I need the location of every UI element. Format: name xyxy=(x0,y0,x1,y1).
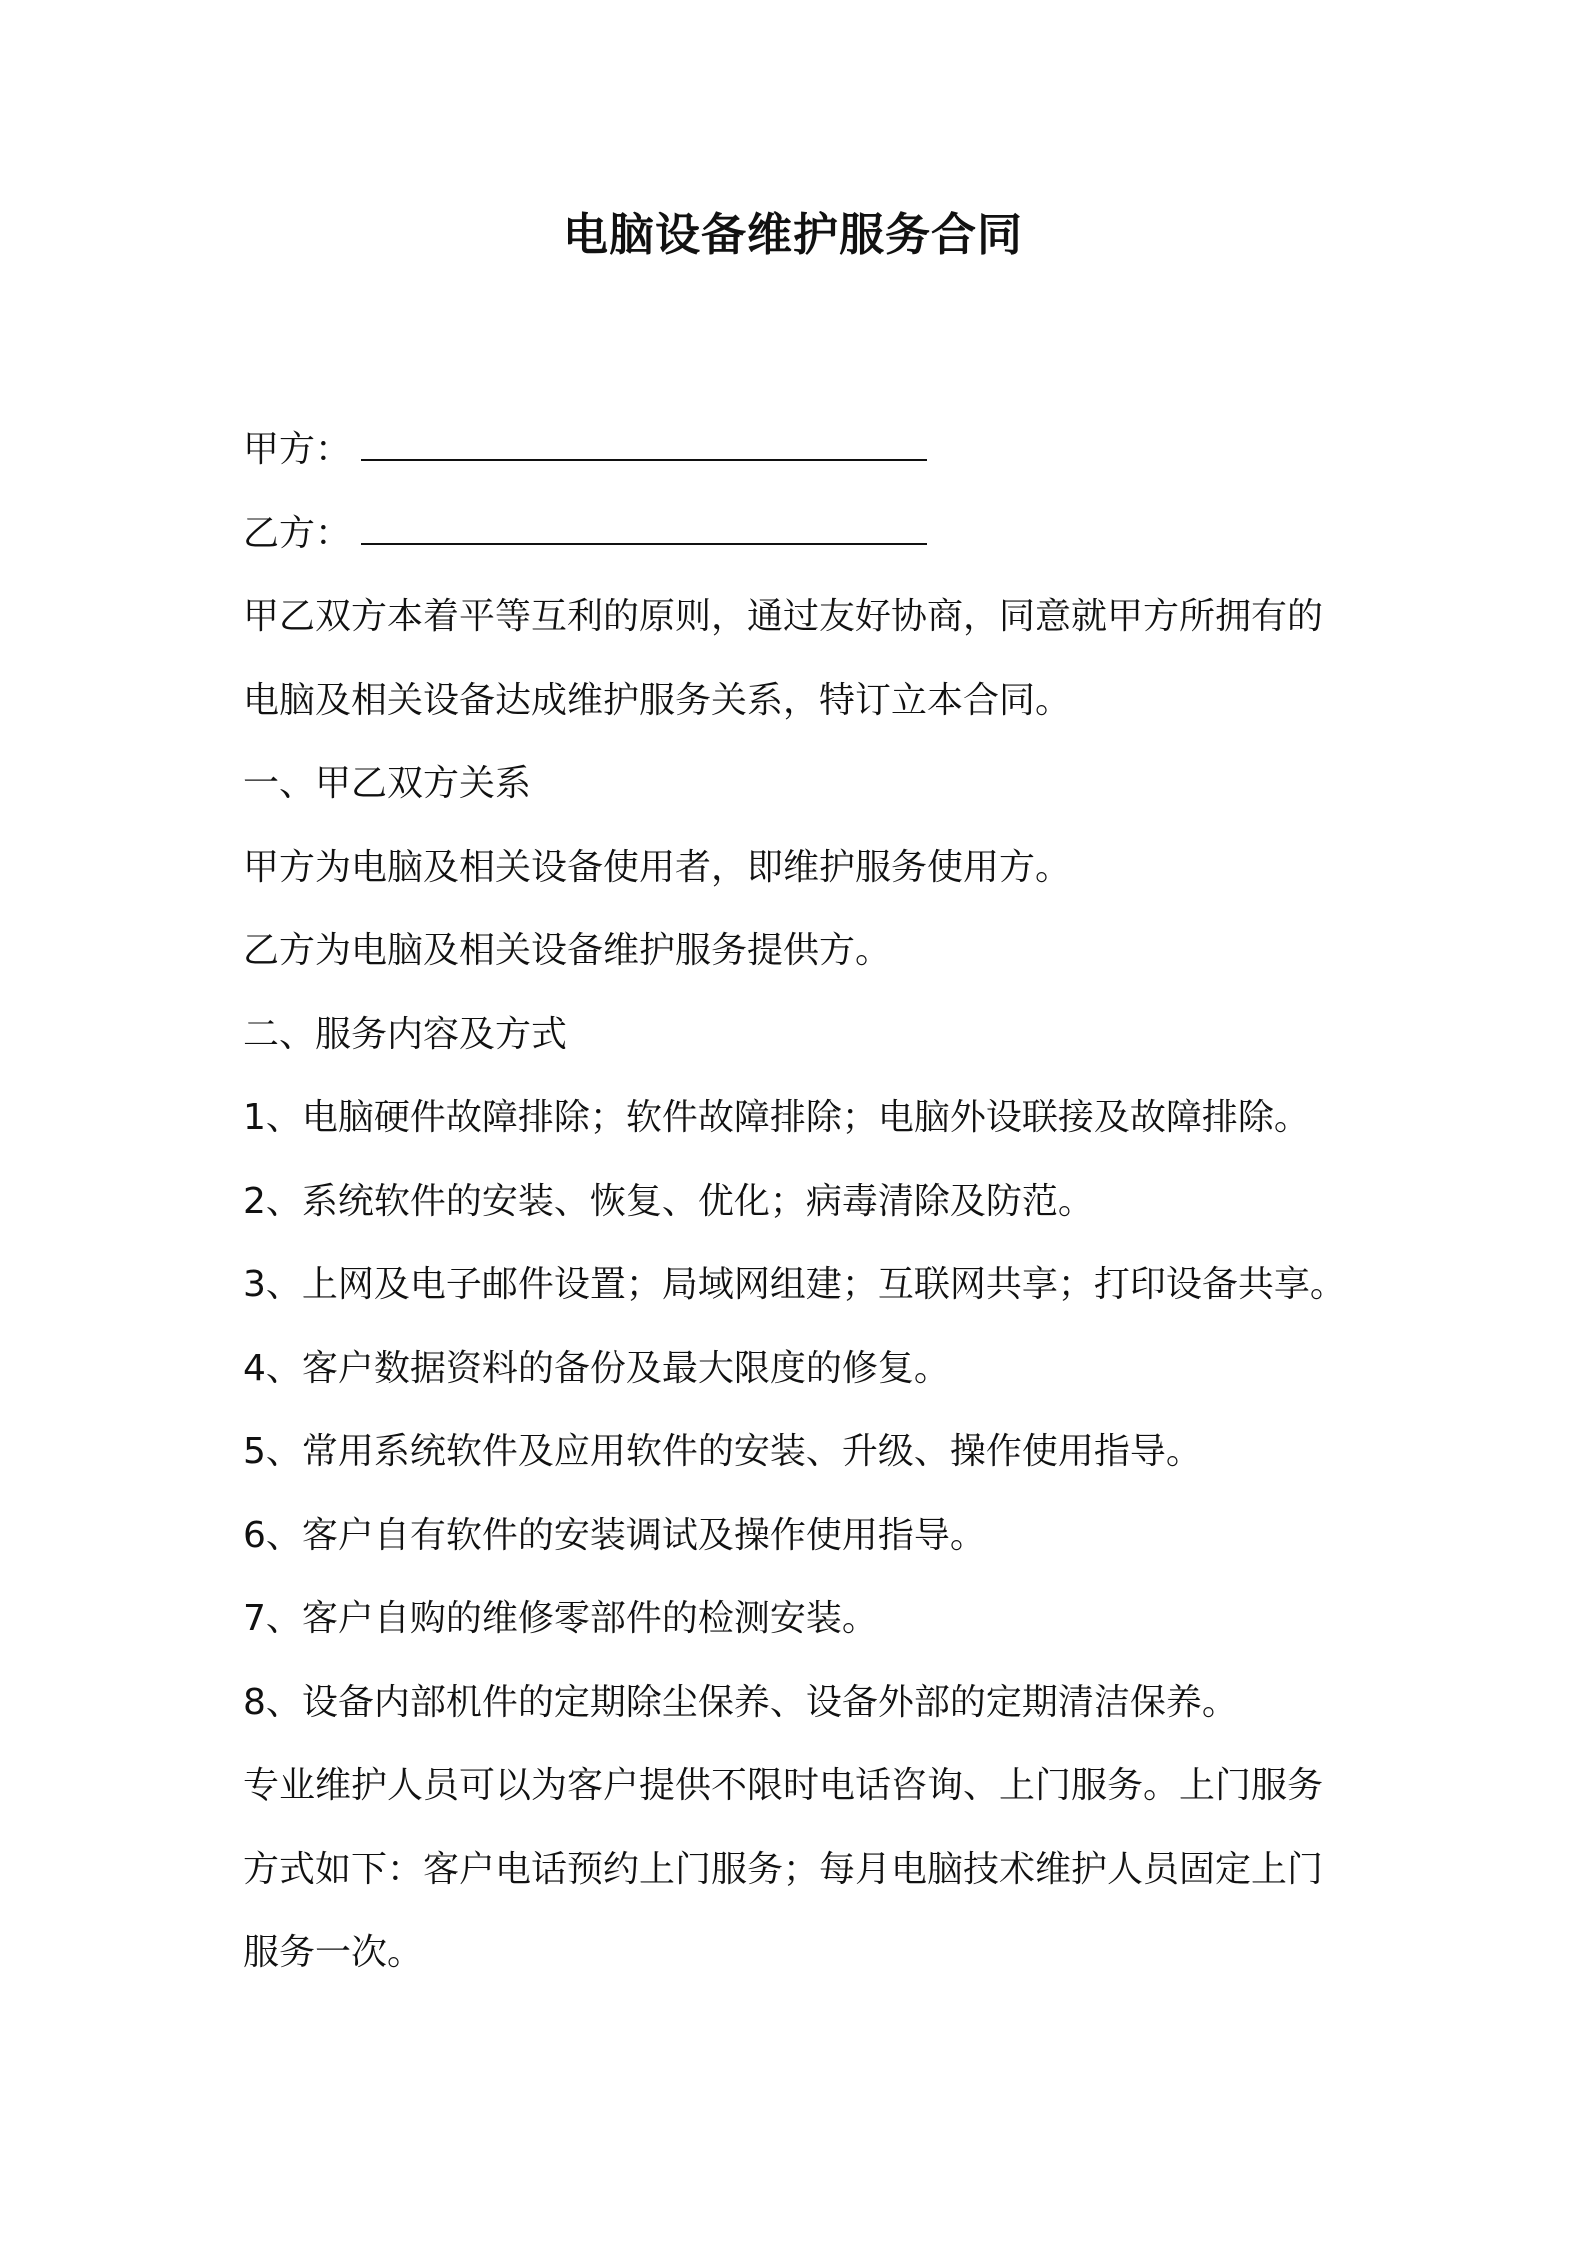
intro-line: 甲乙双方本着平等互利的原则，通过友好协商，同意就甲方所拥有的 xyxy=(243,596,1324,637)
paragraph-line: 甲方为电脑及相关设备使用者，即维护服务使用方。 xyxy=(243,846,1072,888)
party-b-blank xyxy=(361,515,927,545)
list-item: 2、系统软件的安装、恢复、优化；病毒清除及防范。 xyxy=(243,1180,1094,1222)
party-b-line xyxy=(243,492,1393,576)
paragraph-line: 方式如下：客户电话预约上门服务；每月电脑技术维护人员固定上门 xyxy=(243,1848,1324,1890)
list-item: 5、常用系统软件及应用软件的安装、升级、操作使用指导。 xyxy=(243,1431,1202,1472)
party-b-label: 乙方： xyxy=(243,512,352,554)
list-item: 3、上网及电子邮件设置；局域网组建；互联网共享；打印设备共享。 xyxy=(243,1264,1346,1305)
list-item: 8、设备内部机件的定期除尘保养、设备外部的定期清洁保养。 xyxy=(243,1681,1238,1723)
list-item: 4、客户数据资料的备份及最大限度的修复。 xyxy=(243,1347,950,1389)
list-item: 6、客户自有软件的安装调试及操作使用指导。 xyxy=(243,1514,986,1556)
paragraph-line: 专业维护人员可以为客户提供不限时电话咨询、上门服务。上门服务 xyxy=(243,1765,1324,1806)
paragraph-line: 服务一次。 xyxy=(243,1932,424,1973)
list-item: 7、客户自购的维修零部件的检测安装。 xyxy=(243,1598,878,1639)
list-item: 1、电脑硬件故障排除；软件故障排除；电脑外设联接及故障排除。 xyxy=(243,1097,1310,1138)
party-a-label: 甲方： xyxy=(243,429,352,470)
party-a-blank xyxy=(361,431,927,461)
section-heading: 二、服务内容及方式 xyxy=(243,1013,568,1055)
paragraph-line: 乙方为电脑及相关设备维护服务提供方。 xyxy=(243,930,892,971)
intro-line: 电脑及相关设备达成维护服务关系，特订立本合同。 xyxy=(243,679,1072,721)
document-title: 电脑设备维护服务合同 xyxy=(562,208,1023,261)
section-heading: 一、甲乙双方关系 xyxy=(243,763,532,804)
document-body xyxy=(243,408,1393,1995)
party-a-line xyxy=(243,408,1393,492)
